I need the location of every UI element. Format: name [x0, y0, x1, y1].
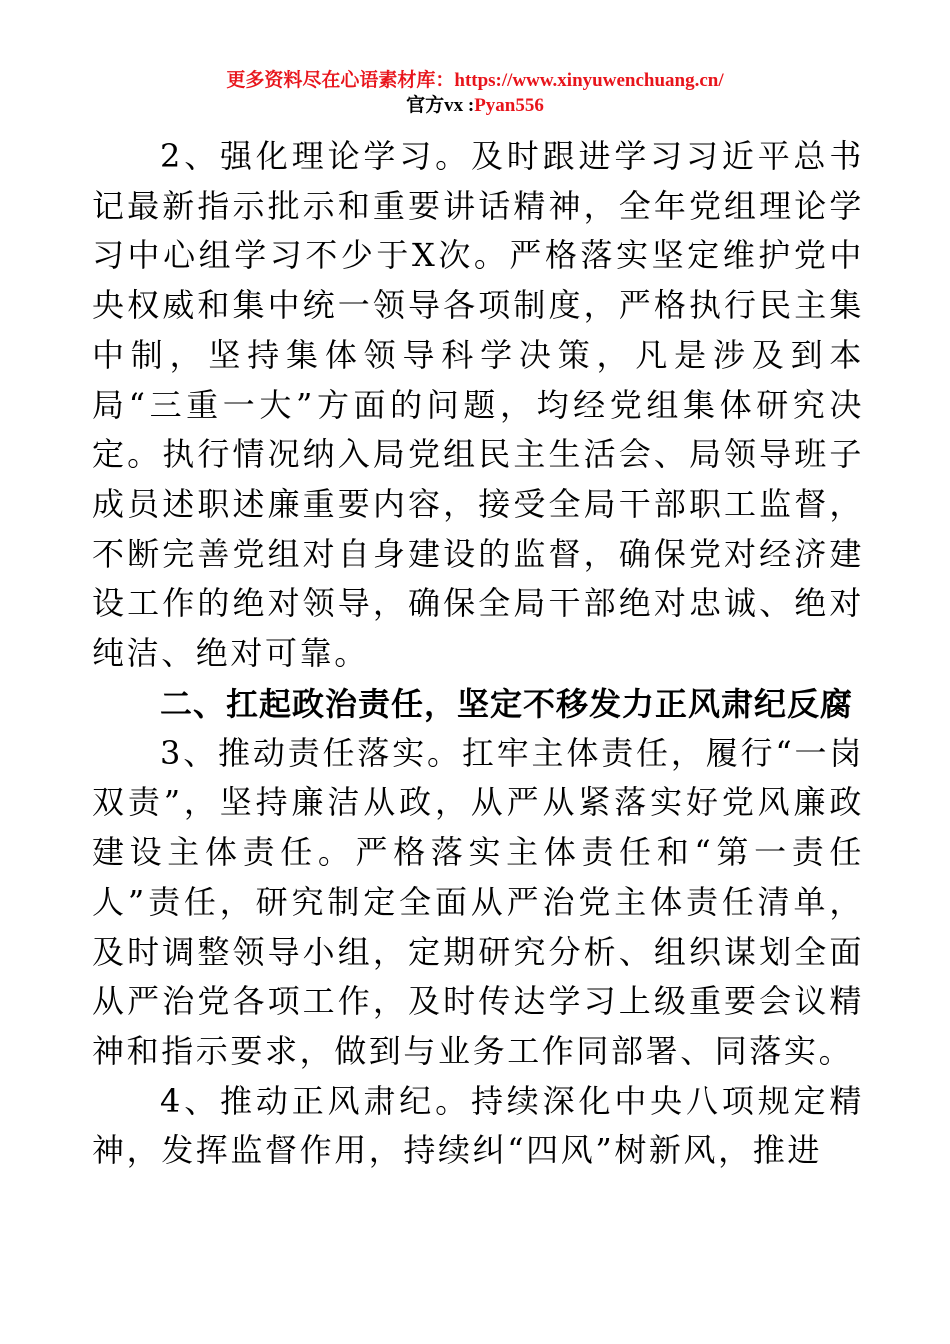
contact-id: Pyan556: [474, 95, 544, 116]
document-body: [92, 132, 864, 1176]
paragraph-2: 2、强化理论学习。及时跟进学习习近平总书记最新指示批示和重要讲话精神，全年党组理论学习中心组学习不少于X次。严格落实坚定维护党中央权威和集中统一领导各项制度，严格执行民主集中制，坚持集体领导科学决策，凡是涉及到本局“三重一大”方面的问题，均经党组集体研究决定。执行情况纳入局党组民主生活会、局领导班子成员述职述廉重要内容，接受全局干部职工监督，不断完善党组对自身建设的监督，确保党对经济建设工作的绝对领导，确保全局干部绝对忠诚、绝对纯洁、绝对可靠。: [92, 137, 864, 673]
section-heading-2: 二、扛起政治责任，坚定不移发力正风肃纪反腐: [160, 684, 854, 723]
contact-label: 官方vx :: [406, 95, 475, 116]
paragraph-3: 3、推动责任落实。扛牢主体责任，履行“一岗双责”，坚持廉洁从政，从严从紧落实好党风廉政建设主体责任。严格落实主体责任和“第一责任人”责任，研究制定全面从严治党主体责任清单，及时调整领导小组，定期研究分析、组织谋划全面从严治党各项工作，及时传达学习上级重要会议精神和指示要求，做到与业务工作同部署、同落实。: [92, 733, 864, 1070]
header-promo-line: 更多资料尽在心语素材库：https://www.xinyuwenchuang.cn/: [226, 70, 724, 91]
document-header: [0, 68, 950, 118]
paragraph-4: 4、推动正风肃纪。持续深化中央八项规定精神，发挥监督作用，持续纠“四风”树新风，推进: [92, 1081, 864, 1170]
header-contact-line: [0, 94, 950, 118]
